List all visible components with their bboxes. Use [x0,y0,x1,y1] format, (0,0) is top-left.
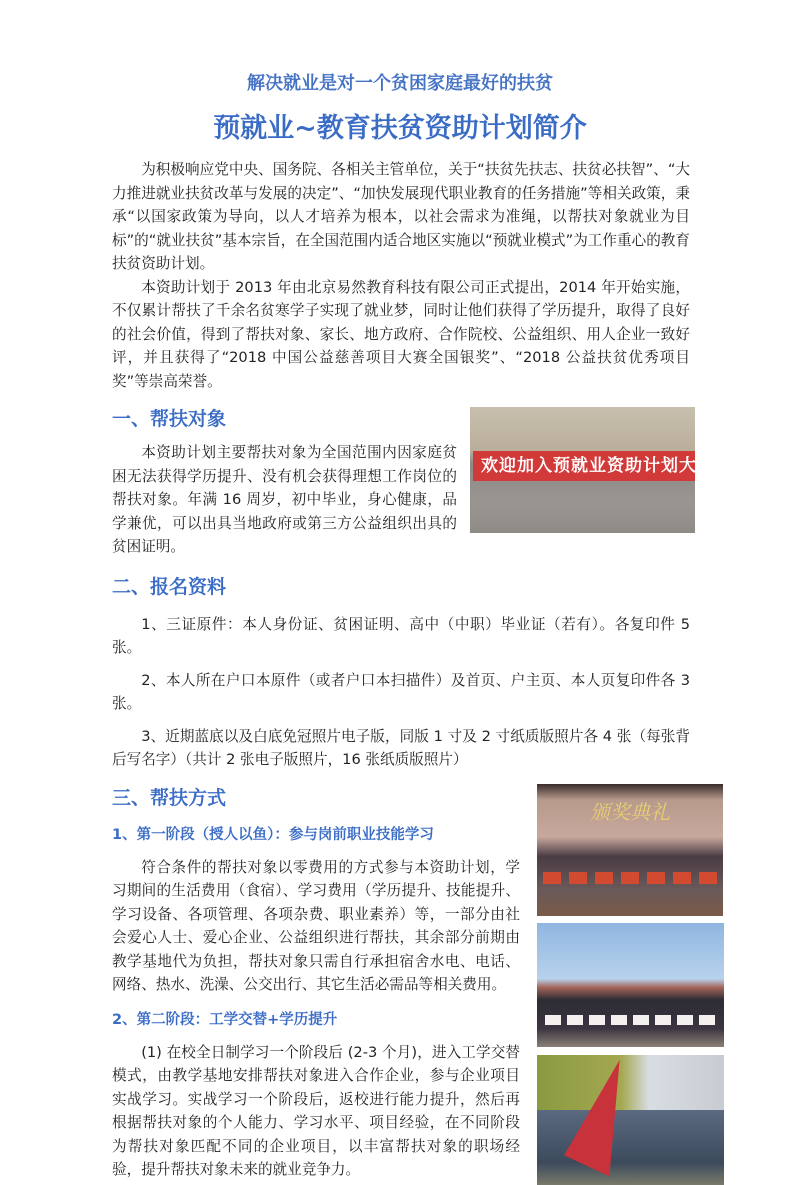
section-methods-left [112,784,520,1182]
section-methods [112,784,724,1185]
section-targets-body [112,441,457,559]
photo-award-ceremony [537,784,723,916]
intro-paragraph: 为积极响应党中央、国务院、各相关主管单位，关于“扶贫先扶志、扶贫必扶智”、“大力推进就业扶贫改革与发展的决定”、“加快发展现代职业教育的任务措施”等相关政策，秉承“以国家政策为导向，以人才培养为根本，以社会需求为准绳，以帮扶对象就业为目标”的“就业扶贫”基本宗旨，在全国范围内适合地区实施以“预就业模式”为工作重心的教育扶贫资助计划。 [112,161,690,272]
intro-paragraph: 本资助计划于 2013 年由北京易然教育科技有限公司正式提出，2014 年开始实施，不仅累计帮扶了千余名贫寒学子实现了就业梦，同时让他们获得了学历提升，取得了良好的社会价值，得到了帮扶对象、家长、地方政府、合作院校、公益组织、用人企业一致好评，并且获得了“2018 中国公益慈善项目大赛全国银奖”、“2018 公益扶贫优秀项目奖”等崇高荣誉。 [112,278,690,390]
photo-banner-text: 欢迎加入预就业资助计划大家庭 [473,451,695,481]
stage2-heading: 2、第二阶段：工学交替+学历提升 [112,1011,338,1028]
stage1-paragraph: 符合条件的帮扶对象以零费用的方式参与本资助计划，学习期间的生活费用（食宿）、学习费用（学历提升、技能提升、学习设备、各项管理、各项杂费、职业素养）等，一部分由社会爱心人士、爱心企业、公益组织进行帮扶，其余部分前期由教学基地代为负担，帮扶对象只需自行承担宿舍水电、电话、网络、热水、洗澡、公交出行、其它生活必需品等相关费用。 [112,858,520,993]
stage2-paragraph: (1) 在校全日制学习一个阶段后 (2-3 个月)，进入工学交替模式，由教学基地安排帮扶对象进入合作企业，参与企业项目实战学习。实战学习一个阶段后，返校进行能力提升，然后再根据帮扶对象的个人能力、学习水平、项目经验，在不同阶段为帮扶对象匹配不同的企业项目，以丰富帮扶对象的职场经验，提升帮扶对象未来的就业竞争力。 [112,1043,520,1178]
section-methods-photos [537,784,724,1185]
targets-paragraph: 本资助计划主要帮扶对象为全国范围内因家庭贫困无法获得学历提升、没有机会获得理想工作岗位的帮扶对象。年满 16 周岁，初中毕业，身心健康，品学兼优，可以出具当地政府或第三方公益组织出具的贫困证明。 [112,444,457,555]
section-heading-materials: 二、报名资料 [112,575,227,598]
photo-certificates [543,872,717,884]
photo-award-text: 颁奖典礼 [590,799,670,824]
section-targets-left [112,405,457,559]
stage2-body [112,1041,520,1182]
document-body [112,158,733,1185]
section-heading-targets: 一、帮扶对象 [112,408,227,430]
materials-list [112,613,690,772]
materials-item: 2、本人所在户口本原件（或者户口本扫描件）及首页、户主页、本人页复印件各 3 张。 [112,671,690,712]
intro [112,158,690,393]
stage1-heading: 1、第一阶段（授人以鱼）：参与岗前职业技能学习 [112,826,434,843]
stage1-body [112,856,520,997]
document-title: 预就业~教育扶贫资助计划简介 [213,113,587,144]
section-targets [112,405,733,559]
photo-group-outdoor [537,923,724,1047]
materials-item: 3、近期蓝底以及白底免冠照片电子版，同版 1 寸及 2 寸纸质版照片各 4 张（每张背后写名字）（共计 2 张电子版照片，16 张纸质版照片） [112,727,690,768]
materials-item: 1、三证原件：本人身份证、贫困证明、高中（中职）毕业证（若有）。各复印件 5 张。 [112,615,690,656]
section-heading-methods: 三、帮扶方式 [112,786,227,809]
photo-welcome-banner [470,407,733,533]
photo-military-training [537,1055,724,1185]
photo-certificates [545,1015,716,1025]
document-subtitle: 解决就业是对一个贫困家庭最好的扶贫 [247,73,553,94]
